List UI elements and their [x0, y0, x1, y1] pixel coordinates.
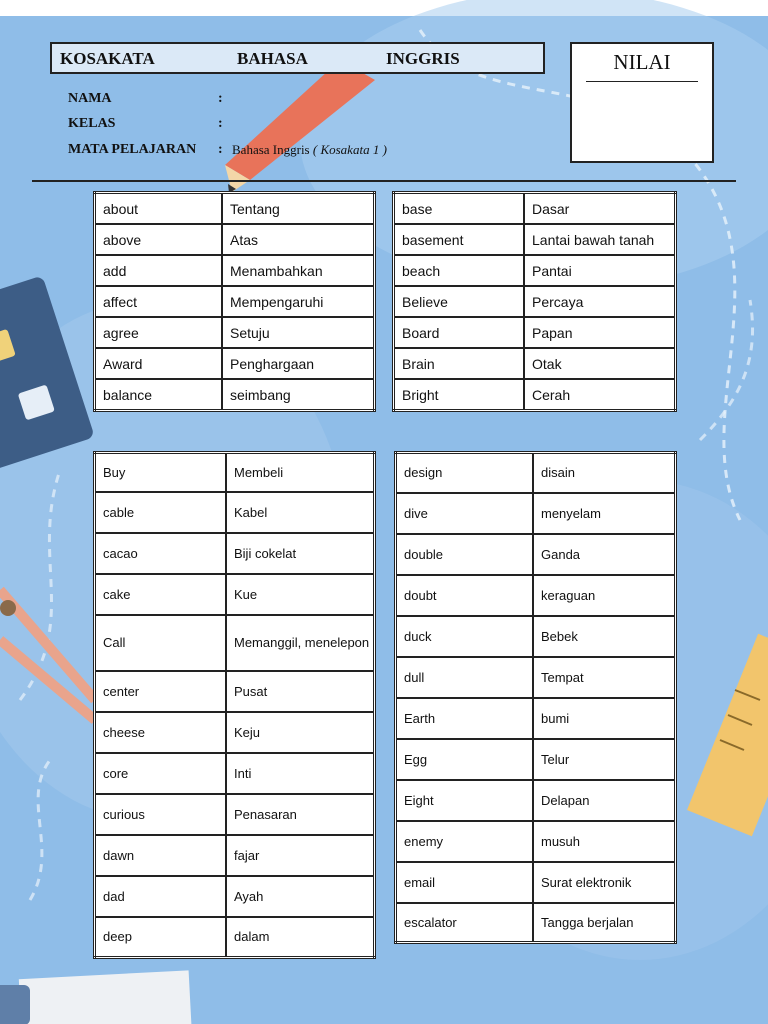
vocab-row	[95, 255, 375, 286]
english-word: Earth	[396, 698, 534, 739]
indonesian-meaning: Inti	[226, 753, 375, 794]
english-word: cable	[95, 492, 227, 533]
english-word: dull	[396, 657, 534, 698]
vocab-row	[396, 821, 676, 862]
english-word: email	[396, 862, 534, 903]
english-word: affect	[95, 286, 223, 317]
vocab-table-top-right	[392, 191, 677, 412]
vocab-row	[95, 533, 375, 574]
english-word: balance	[95, 379, 223, 411]
indonesian-meaning: dalam	[226, 917, 375, 958]
subject-label: MATA PELAJARAN	[68, 142, 197, 157]
vocab-row	[95, 794, 375, 835]
title-word-2: BAHASA	[237, 49, 308, 68]
title-word-3: INGGRIS	[386, 49, 460, 68]
vocab-row	[394, 286, 676, 317]
indonesian-meaning: seimbang	[222, 379, 375, 411]
indonesian-meaning: Atas	[222, 224, 375, 255]
info-class-row	[68, 116, 223, 132]
english-word: base	[394, 193, 525, 225]
vocab-row	[95, 753, 375, 794]
indonesian-meaning: Lantai bawah tanah	[524, 224, 676, 255]
english-word: dad	[95, 876, 227, 917]
english-word: Award	[95, 348, 223, 379]
indonesian-meaning: Bebek	[533, 616, 676, 657]
english-word: center	[95, 671, 227, 712]
vocab-row	[396, 862, 676, 903]
vocab-row	[95, 615, 375, 671]
english-word: basement	[394, 224, 525, 255]
vocab-table-bottom-left	[93, 451, 376, 959]
vocab-row	[95, 379, 375, 411]
class-colon: :	[218, 116, 223, 131]
english-word: about	[95, 193, 223, 225]
indonesian-meaning: Ganda	[533, 534, 676, 575]
indonesian-meaning: menyelam	[533, 493, 676, 534]
english-word: curious	[95, 794, 227, 835]
indonesian-meaning: Keju	[226, 712, 375, 753]
vocab-row	[95, 224, 375, 255]
indonesian-meaning: Tentang	[222, 193, 375, 225]
vocab-row	[396, 657, 676, 698]
vocab-row	[394, 317, 676, 348]
indonesian-meaning: bumi	[533, 698, 676, 739]
info-name-row	[68, 91, 223, 107]
vocab-row	[394, 255, 676, 286]
indonesian-meaning: Papan	[524, 317, 676, 348]
vocab-row	[394, 224, 676, 255]
english-word: dive	[396, 493, 534, 534]
vocab-row	[95, 712, 375, 753]
vocab-row	[396, 616, 676, 657]
english-word: cake	[95, 574, 227, 615]
vocab-row	[95, 835, 375, 876]
vocab-table-top-left	[93, 191, 376, 412]
vocab-row	[396, 903, 676, 943]
english-word: cacao	[95, 533, 227, 574]
indonesian-meaning: Setuju	[222, 317, 375, 348]
indonesian-meaning: Cerah	[524, 379, 676, 411]
english-word: beach	[394, 255, 525, 286]
indonesian-meaning: Tangga berjalan	[533, 903, 676, 943]
english-word: cheese	[95, 712, 227, 753]
vocab-row	[95, 876, 375, 917]
english-word: dawn	[95, 835, 227, 876]
indonesian-meaning: keraguan	[533, 575, 676, 616]
paper-illustration	[0, 970, 192, 1024]
subject-note: ( Kosakata 1 )	[312, 142, 387, 157]
header-divider	[32, 180, 736, 182]
indonesian-meaning: fajar	[226, 835, 375, 876]
english-word: Call	[95, 615, 227, 671]
vocab-row	[95, 574, 375, 615]
indonesian-meaning: Delapan	[533, 780, 676, 821]
english-word: doubt	[396, 575, 534, 616]
indonesian-meaning: Kabel	[226, 492, 375, 533]
english-word: core	[95, 753, 227, 794]
title-box	[50, 42, 545, 74]
indonesian-meaning: musuh	[533, 821, 676, 862]
vocab-row	[95, 193, 375, 225]
english-word: above	[95, 224, 223, 255]
vocab-row	[95, 453, 375, 492]
english-word: agree	[95, 317, 223, 348]
score-label: NILAI	[613, 50, 671, 74]
indonesian-meaning: Tempat	[533, 657, 676, 698]
english-word: Brain	[394, 348, 525, 379]
english-word: double	[396, 534, 534, 575]
english-word: escalator	[396, 903, 534, 943]
indonesian-meaning: disain	[533, 453, 676, 493]
english-word: Buy	[95, 453, 227, 492]
english-word: add	[95, 255, 223, 286]
indonesian-meaning: Biji cokelat	[226, 533, 375, 574]
subject-value	[232, 142, 387, 158]
english-word: duck	[396, 616, 534, 657]
indonesian-meaning: Telur	[533, 739, 676, 780]
vocab-row	[95, 492, 375, 533]
vocab-row	[394, 348, 676, 379]
indonesian-meaning: Kue	[226, 574, 375, 615]
vocab-row	[394, 379, 676, 411]
indonesian-meaning: Penasaran	[226, 794, 375, 835]
score-line	[586, 81, 698, 82]
score-box	[570, 42, 714, 163]
english-word: Bright	[394, 379, 525, 411]
title-word-1: KOSAKATA	[60, 49, 155, 68]
indonesian-meaning: Surat elektronik	[533, 862, 676, 903]
indonesian-meaning: Pusat	[226, 671, 375, 712]
vocab-row	[396, 780, 676, 821]
english-word: Egg	[396, 739, 534, 780]
english-word: enemy	[396, 821, 534, 862]
english-word: deep	[95, 917, 227, 958]
subject-name: Bahasa Inggris	[232, 142, 310, 157]
indonesian-meaning: Dasar	[524, 193, 676, 225]
english-word: Believe	[394, 286, 525, 317]
vocab-row	[396, 575, 676, 616]
name-colon: :	[218, 91, 223, 106]
subject-colon: :	[218, 142, 223, 157]
vocab-row	[396, 493, 676, 534]
class-label: KELAS	[68, 116, 116, 131]
indonesian-meaning: Pantai	[524, 255, 676, 286]
vocab-table-bottom-right	[394, 451, 677, 944]
indonesian-meaning: Menambahkan	[222, 255, 375, 286]
vocab-row	[396, 453, 676, 493]
vocab-row	[396, 739, 676, 780]
indonesian-meaning: Membeli	[226, 453, 375, 492]
vocab-row	[95, 671, 375, 712]
vocab-row	[95, 917, 375, 958]
info-subject-row	[68, 142, 387, 158]
vocab-row	[394, 193, 676, 225]
vocab-row	[95, 286, 375, 317]
indonesian-meaning: Percaya	[524, 286, 676, 317]
english-word: Board	[394, 317, 525, 348]
vocab-row	[396, 698, 676, 739]
indonesian-meaning: Mempengaruhi	[222, 286, 375, 317]
indonesian-meaning: Penghargaan	[222, 348, 375, 379]
vocab-row	[396, 534, 676, 575]
vocab-row	[95, 348, 375, 379]
vocab-row	[95, 317, 375, 348]
name-label: NAMA	[68, 91, 112, 106]
indonesian-meaning: Memanggil, menelepon	[226, 615, 375, 671]
indonesian-meaning: Ayah	[226, 876, 375, 917]
english-word: Eight	[396, 780, 534, 821]
indonesian-meaning: Otak	[524, 348, 676, 379]
english-word: design	[396, 453, 534, 493]
